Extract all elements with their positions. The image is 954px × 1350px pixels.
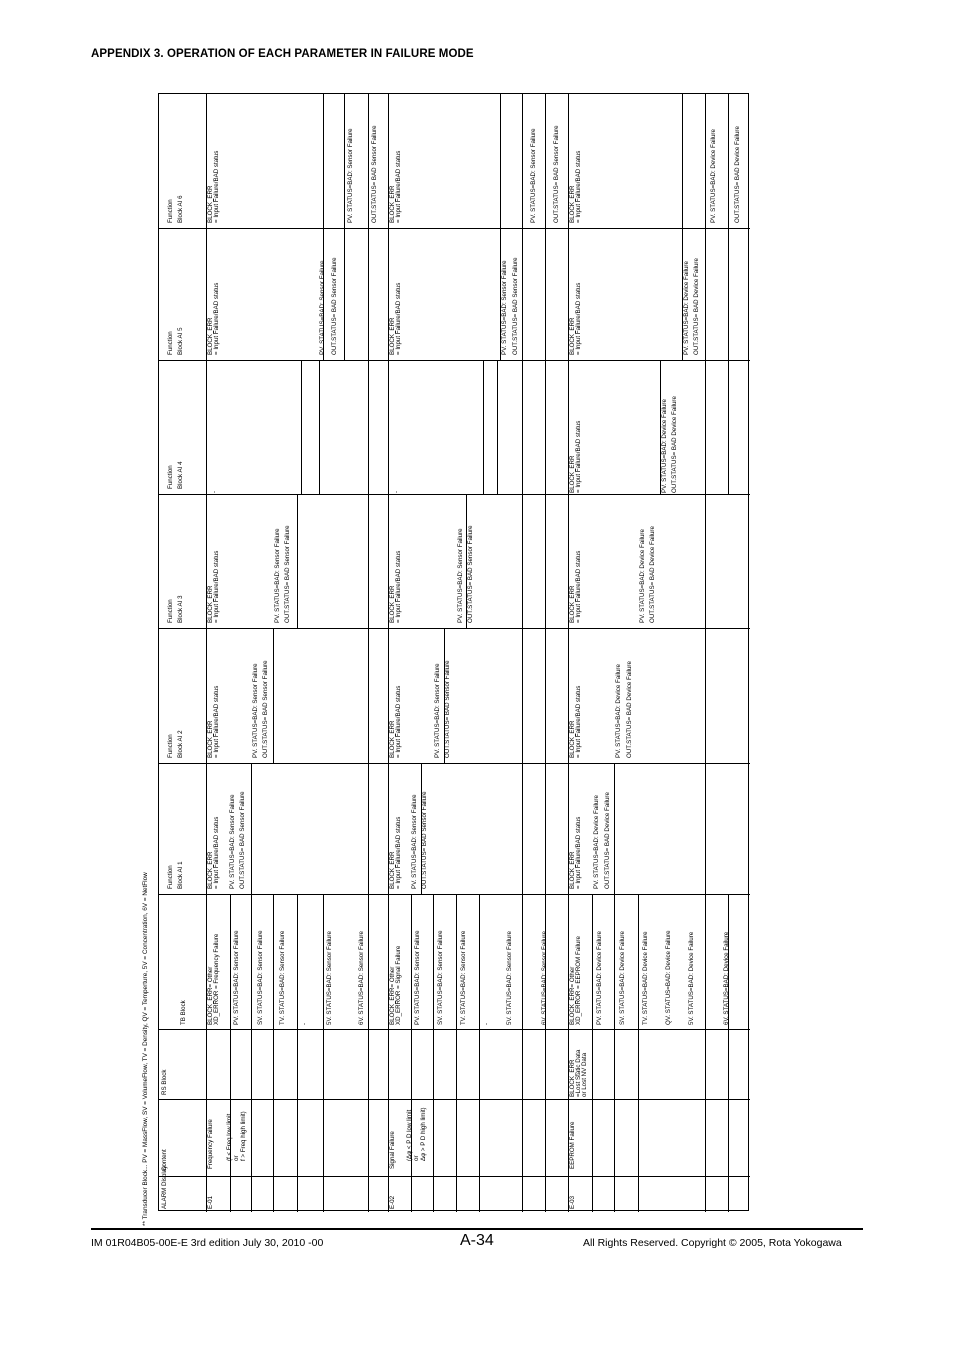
cell-tb-e01-tv: TV. STATUS=BAD: Sensor Failure — [279, 930, 286, 1025]
failure-mode-table — [158, 93, 749, 1211]
cell-header-function-ai2: Function — [167, 734, 174, 758]
cell-tb-e03-pv: PV. STATUS=BAD: Device Failure — [596, 931, 603, 1025]
cell-content-sig-cond2: Δφ > P D high limit) — [420, 1107, 427, 1161]
grid-vline — [230, 894, 231, 1212]
cell-content-eeprom-failure: EEPROM Failure — [569, 1121, 576, 1169]
cell-tb-e01-xd-error: XD_ERROR = Frequency Failure — [213, 933, 220, 1025]
grid-vline — [344, 94, 345, 360]
cell-ai2-e01-inp: = Input Failure/BAD status — [213, 685, 220, 758]
cell-ai4-e01-dash: - — [211, 490, 218, 493]
cell-ai6-e03-inp: = Input Failure/BAD status — [575, 150, 582, 223]
cell-ai3-e01-blk: BLOCK_ERR — [207, 585, 214, 623]
cell-tb-e02-5v: 5V. STATUS=BAD: Sensor Failure — [506, 931, 513, 1025]
cell-tb-e02-qv: - — [483, 1022, 490, 1025]
cell-ai6-e02-pv: PV. STATUS=BAD: Sensor Failure — [530, 128, 537, 223]
cell-tb-e02-sv: SV. STATUS=BAD: Sensor Failure — [437, 930, 444, 1025]
grid-hline — [159, 360, 750, 361]
grid-vline — [323, 894, 324, 1212]
cell-header-rs-block: RS Block — [161, 1069, 168, 1095]
cell-ai3-e03-out: OUT.STATUS= BAD Device Failure — [649, 526, 656, 623]
cell-ai1-e03-out: OUT.STATUS= BAD Device Failure — [604, 792, 611, 889]
grid-vline — [705, 94, 706, 1212]
cell-ai3-e03-inp: = Input Failure/BAD status — [575, 550, 582, 623]
cell-ai4-e03-blk: BLOCK_ERR — [569, 455, 576, 493]
cell-alarm-e01: E-01 — [207, 1195, 214, 1209]
cell-ai2-e01-blk: BLOCK_ERR — [207, 720, 214, 758]
cell-ai3-e03-pv: PV. STATUS=BAD: Device Failure — [639, 529, 646, 623]
cell-ai2-e03-pv: PV. STATUS=BAD: Device Failure — [615, 664, 622, 758]
cell-ai5-e01-inp: = Input Failure/BAD status — [213, 282, 220, 355]
grid-hline — [159, 1029, 750, 1030]
cell-ai5-e03-out: OUT.STATUS= BAD Device Failure — [693, 258, 700, 355]
cell-tb-e03-tv: TV. STATUS=BAD: Device Failure — [642, 931, 649, 1025]
grid-hline — [159, 628, 750, 629]
cell-ai6-e03-pv: PV. STATUS=BAD: Device Failure — [710, 129, 717, 223]
grid-vline — [388, 94, 389, 1212]
cell-content-sig-cond1: (Δφ < P D low limit — [406, 1109, 413, 1161]
cell-header-block-ai6: Block AI 6 — [177, 195, 184, 223]
cell-header-block-ai5: Block AI 5 — [177, 327, 184, 355]
grid-vline — [206, 94, 207, 1212]
cell-tb-e01-pv: PV. STATUS=BAD: Sensor Failure — [233, 930, 240, 1025]
cell-header-function-ai6: Function — [167, 199, 174, 223]
cell-ai1-e03-blk: BLOCK_ERR — [569, 851, 576, 889]
grid-vline — [545, 94, 546, 1212]
cell-content-freq-or: or — [233, 1155, 240, 1161]
cell-ai4-e03-out: OUT.STATUS= BAD Device Failure — [671, 396, 678, 493]
grid-vline — [483, 360, 484, 494]
cell-tb-e03-xd-error: XD_ERROR = EEPROM Failure — [575, 936, 582, 1025]
cell-tb-e01-5v: 5V. STATUS=BAD: Sensor Failure — [326, 931, 333, 1025]
cell-ai5-e01-out: OUT.STATUS= BAD Sensor Failure — [331, 257, 338, 355]
grid-vline — [592, 894, 593, 1212]
cell-ai5-e03-blk: BLOCK_ERR — [569, 317, 576, 355]
grid-vline — [297, 894, 298, 1212]
cell-header-block-ai2: Block AI 2 — [177, 730, 184, 758]
cell-tb-e03-block-other: BLOCK_ERR= Other — [569, 966, 576, 1025]
cell-ai3-e02-out: OUT.STATUS= BAD Sensor Failure — [467, 525, 474, 623]
grid-vline — [411, 894, 412, 1212]
cell-content-freq-cond2: f > Freq high limit) — [240, 1111, 247, 1161]
cell-ai5-e01-blk: BLOCK_ERR — [207, 317, 214, 355]
grid-vline — [273, 628, 274, 763]
cell-tb-e01-block-other: BLOCK_ERR= Other — [207, 966, 214, 1025]
cell-header-function-ai5: Function — [167, 331, 174, 355]
grid-vline — [497, 360, 498, 494]
cell-ai2-e02-pv: PV. STATUS=BAD: Sensor Failure — [434, 663, 441, 758]
cell-tb-e03-5v: 5V. STATUS=BAD: Device Failure — [688, 931, 695, 1025]
grid-hline — [159, 1099, 750, 1100]
transducer-note: ** Transducer Block... PV = MassFlow, SV = VolumeFlow, TV = Density, QV = Temperture, 5V = Concentration, 6V = NetFlow — [142, 872, 149, 1226]
cell-ai1-e01-out: OUT.STATUS= BAD Sensor Failure — [239, 791, 246, 889]
grid-hline — [159, 1176, 750, 1177]
cell-ai3-e01-inp: = Input Failure/BAD status — [213, 550, 220, 623]
cell-ai4-e03-pv: PV. STATUS=BAD: Device Failure — [661, 399, 668, 493]
grid-vline — [368, 94, 369, 1212]
cell-header-content: Content — [161, 1149, 168, 1171]
cell-ai5-e02-blk: BLOCK_ERR — [389, 317, 396, 355]
cell-tb-e02-pv: PV. STATUS=BAD: Sensor Failure — [414, 930, 421, 1025]
grid-vline — [638, 894, 639, 1212]
page-number: A-34 — [460, 1232, 494, 1249]
cell-ai1-e02-out: OUT.STATUS= BAD Sensor Failure — [421, 791, 428, 889]
cell-ai2-e02-inp: = Input Failure/BAD status — [395, 685, 402, 758]
cell-ai2-e02-out: OUT.STATUS= BAD Sensor Failure — [444, 660, 451, 758]
cell-ai5-e03-pv: PV. STATUS=BAD: Device Failure — [683, 261, 690, 355]
cell-tb-e03-qv: QV. STATUS=BAD: Device Failure — [665, 930, 672, 1025]
cell-content-freq-failure: Frequency Failure — [207, 1119, 214, 1169]
grid-vline — [319, 360, 320, 494]
cell-header-alarm-display: ALARM Display — [161, 1165, 168, 1209]
cell-content-sig-or: or — [413, 1155, 420, 1161]
cell-ai3-e01-out: OUT.STATUS= BAD Sensor Failure — [284, 525, 291, 623]
grid-vline — [273, 894, 274, 1212]
grid-vline — [479, 894, 480, 1212]
cell-alarm-e03: E-03 — [569, 1195, 576, 1209]
cell-ai2-e03-inp: = Input Failure/BAD status — [575, 685, 582, 758]
cell-rs-e03-lost-nv: or Lost NV Data — [581, 1052, 588, 1097]
cell-ai5-e02-inp: = Input Failure/BAD status — [395, 282, 402, 355]
cell-header-block-ai1: Block AI 1 — [177, 861, 184, 889]
cell-ai6-e02-out: OUT.STATUS= BAD Sensor Failure — [553, 125, 560, 223]
cell-ai4-e02-dash: - — [393, 490, 400, 493]
cell-tb-e03-sv: SV. STATUS=BAD: Device Failure — [619, 931, 626, 1025]
grid-vline — [251, 763, 252, 894]
cell-ai1-e01-inp: = Input Failure/BAD status — [213, 816, 220, 889]
cell-ai6-e01-inp: = Input Failure/BAD status — [213, 150, 220, 223]
cell-tb-e02-block-other: BLOCK_ERR= Other — [389, 966, 396, 1025]
cell-tb-e01-6v: 6V. STATUS=BAD: Sensor Failure — [358, 931, 365, 1025]
grid-vline — [251, 894, 252, 1212]
grid-hline — [159, 763, 750, 764]
grid-vline — [433, 894, 434, 1212]
cell-rs-e03-lost-static: =Lost Static Data — [575, 1049, 582, 1097]
cell-header-function-ai4: Function — [167, 465, 174, 489]
cell-ai2-e03-blk: BLOCK_ERR — [569, 720, 576, 758]
cell-ai6-e03-out: OUT.STATUS= BAD Device Failure — [734, 126, 741, 223]
cell-ai1-e03-inp: = Input Failure/BAD status — [575, 816, 582, 889]
grid-vline — [728, 94, 729, 494]
cell-header-tb-block: TB Block — [180, 1000, 187, 1025]
grid-vline — [297, 494, 298, 628]
cell-ai6-e02-blk: BLOCK_ERR — [389, 185, 396, 223]
cell-ai1-e01-pv: PV. STATUS=BAD: Sensor Failure — [229, 794, 236, 889]
cell-rs-e03-block-err: BLOCK_ERR — [569, 1059, 576, 1097]
cell-ai4-e03-inp: = Input Failure/BAD status — [575, 420, 582, 493]
footer-divider — [91, 1228, 863, 1230]
cell-ai2-e03-out: OUT.STATUS= BAD Device Failure — [626, 661, 633, 758]
cell-ai1-e02-pv: PV. STATUS=BAD: Sensor Failure — [411, 794, 418, 889]
grid-vline — [301, 360, 302, 494]
cell-header-function-ai3: Function — [167, 599, 174, 623]
cell-tb-e01-qv: - — [301, 1022, 308, 1025]
grid-hline — [159, 894, 750, 895]
cell-ai5-e02-out: OUT.STATUS= BAD Sensor Failure — [512, 257, 519, 355]
grid-hline — [159, 494, 750, 495]
cell-ai6-e01-out: OUT.STATUS= BAD Sensor Failure — [371, 125, 378, 223]
cell-ai1-e02-blk: BLOCK_ERR — [389, 851, 396, 889]
grid-hline — [159, 228, 750, 229]
cell-header-block-ai3: Block AI 3 — [177, 595, 184, 623]
grid-vline — [522, 94, 523, 1212]
cell-ai3-e02-blk: BLOCK_ERR — [389, 585, 396, 623]
grid-vline — [614, 763, 615, 1212]
cell-tb-e01-sv: SV. STATUS=BAD: Sensor Failure — [257, 930, 264, 1025]
cell-header-block-ai4: Block AI 4 — [177, 461, 184, 489]
cell-ai6-e02-inp: = Input Failure/BAD status — [395, 150, 402, 223]
cell-header-function-ai1: Function — [167, 865, 174, 889]
cell-ai1-e01-blk: BLOCK_ERR — [207, 851, 214, 889]
cell-content-sig-failure: Signal Failure — [389, 1131, 396, 1169]
cell-ai1-e03-pv: PV. STATUS=BAD: Device Failure — [593, 795, 600, 889]
cell-ai1-e02-inp: = Input Failure/BAD status — [395, 816, 402, 889]
grid-vline — [568, 94, 569, 1212]
cell-ai2-e02-blk: BLOCK_ERR — [389, 720, 396, 758]
cell-ai6-e01-blk: BLOCK_ERR — [207, 185, 214, 223]
grid-vline — [456, 894, 457, 1212]
cell-tb-e02-tv: TV. STATUS=BAD: Sensor Failure — [460, 930, 467, 1025]
cell-ai5-e01-pv: PV. STATUS=BAD: Sensor Failure — [319, 260, 326, 355]
cell-tb-e03-6v: 6V. STATUS=BAD: Device Failure — [723, 931, 730, 1025]
cell-ai5-e02-pv: PV. STATUS=BAD: Sensor Failure — [501, 260, 508, 355]
cell-ai2-e01-out: OUT.STATUS= BAD Sensor Failure — [262, 660, 269, 758]
cell-ai2-e01-pv: PV. STATUS=BAD: Sensor Failure — [252, 663, 259, 758]
cell-ai3-e03-blk: BLOCK_ERR — [569, 585, 576, 623]
cell-ai6-e03-blk: BLOCK_ERR — [569, 185, 576, 223]
cell-content-freq-cond1: (f < Freq low limit — [226, 1113, 233, 1161]
cell-ai3-e02-pv: PV. STATUS=BAD: Sensor Failure — [457, 528, 464, 623]
cell-ai6-e01-pv: PV. STATUS=BAD: Sensor Failure — [347, 128, 354, 223]
cell-ai5-e03-inp: = Input Failure/BAD status — [575, 282, 582, 355]
cell-ai3-e02-inp: = Input Failure/BAD status — [395, 550, 402, 623]
copyright: All Rights Reserved. Copyright © 2005, Rota Yokogawa — [583, 1237, 842, 1249]
cell-tb-e02-6v: 6V. STATUS=BAD: Sensor Failure — [541, 931, 548, 1025]
doc-number: IM 01R04B05-00E-E 3rd edition July 30, 2010 -00 — [91, 1237, 324, 1249]
cell-alarm-e02: E-02 — [389, 1195, 396, 1209]
page-title: APPENDIX 3. OPERATION OF EACH PARAMETER IN FAILURE MODE — [91, 48, 474, 60]
cell-ai3-e01-pv: PV. STATUS=BAD: Sensor Failure — [274, 528, 281, 623]
cell-tb-e02-xd-error: XD_ERROR = Signal Failure — [395, 945, 402, 1025]
